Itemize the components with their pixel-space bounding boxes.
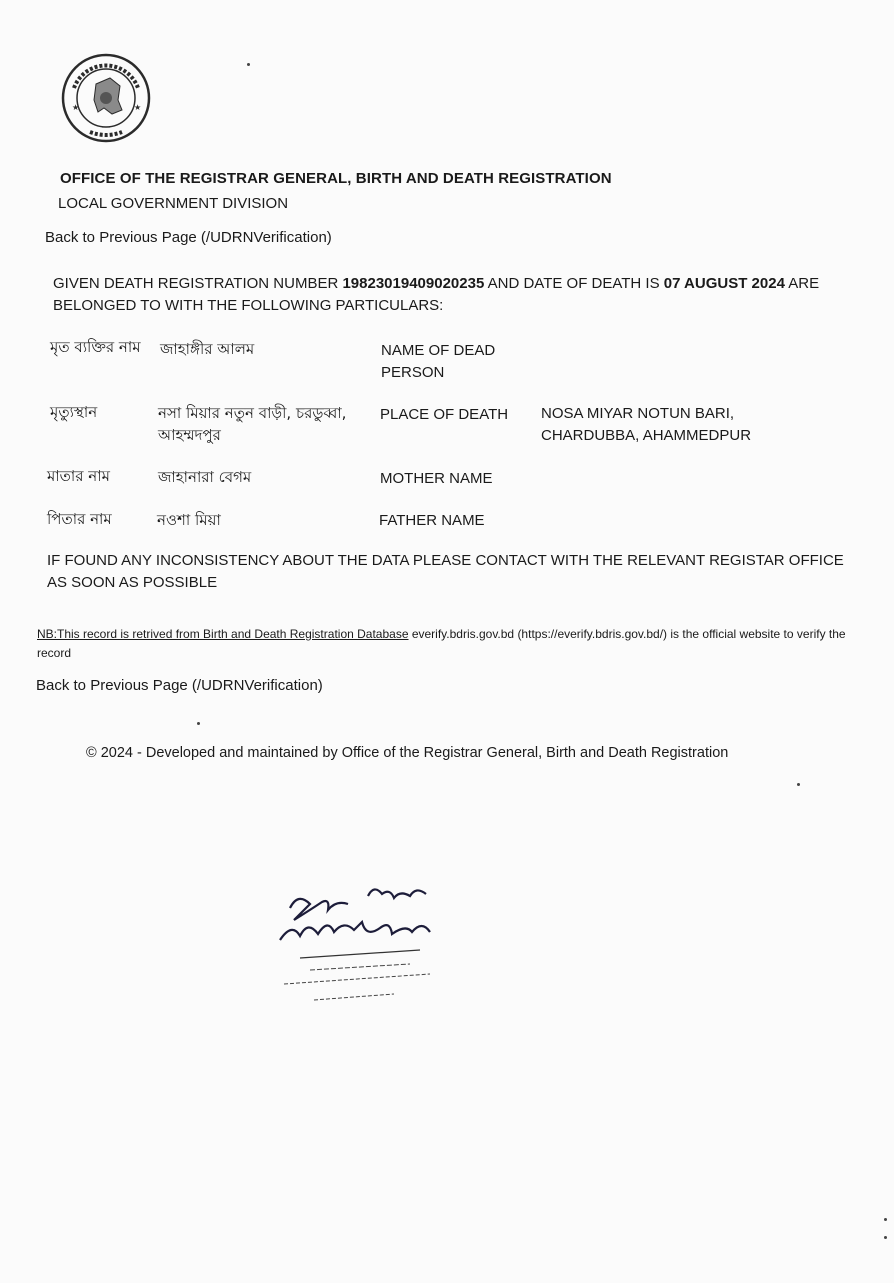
value-bn-mother-name: জাহানারা বেগম bbox=[158, 468, 252, 486]
government-seal-icon bbox=[60, 52, 152, 144]
svg-text:★: ★ bbox=[134, 103, 142, 112]
nb-underlined: NB:This record is retrived from Birth and Death Registration Database bbox=[37, 627, 409, 641]
footer-copyright: © 2024 - Developed and maintained by Office of the Registrar General, Birth and Death Registration bbox=[86, 745, 729, 761]
inconsistency-warning: IF FOUND ANY INCONSISTENCY ABOUT THE DATA PLEASE CONTACT WITH THE RELEVANT REGISTAR OFFICE AS SOON AS POSSIBLE bbox=[47, 552, 844, 591]
signature-stamp bbox=[270, 880, 450, 1020]
label-en-place-of-death: PLACE OF DEATH bbox=[380, 406, 509, 423]
value-en-place-of-death: NOSA MIYAR NOTUN BARI, CHARDUBBA, AHAMMEDPUR bbox=[541, 405, 752, 444]
label-bn-dead-person: মৃত ব্যক্তির নাম bbox=[50, 338, 141, 356]
intro-text-1: GIVEN DEATH REGISTRATION NUMBER bbox=[53, 275, 343, 292]
label-en-dead-person: NAME OF DEAD PERSON bbox=[381, 342, 496, 381]
label-bn-mother-name: মাতার নাম bbox=[47, 467, 110, 485]
value-bn-father-name: নওশা মিয়া bbox=[157, 511, 221, 529]
intro-text-3: ARE BELONGED TO WITH THE FOLLOWING PARTICULARS: bbox=[53, 275, 820, 314]
scan-speck bbox=[797, 783, 800, 786]
label-en-mother-name: MOTHER NAME bbox=[380, 470, 493, 487]
registration-number: 19823019409020235 bbox=[342, 275, 485, 292]
scan-speck bbox=[884, 1218, 887, 1221]
label-bn-place-of-death: মৃত্যুস্থান bbox=[50, 403, 98, 421]
nb-note bbox=[37, 625, 847, 663]
nb-rest: everify.bdris.gov.bd (https://everify.bdris.gov.bd/) is the official website to verify the record bbox=[37, 627, 846, 660]
value-bn-dead-person: জাহাঙ্গীর আলম bbox=[160, 340, 255, 358]
intro-text-2: AND DATE OF DEATH IS bbox=[484, 275, 664, 292]
value-bn-place-of-death: নসা মিয়ার নতুন বাড়ী, চরডুব্বা, আহম্মদপুর bbox=[158, 404, 347, 444]
label-bn-father-name: পিতার নাম bbox=[47, 510, 112, 528]
scan-speck bbox=[247, 63, 250, 66]
back-to-previous-link-bottom[interactable]: Back to Previous Page (/UDRNVerification) bbox=[36, 677, 323, 694]
back-to-previous-link[interactable]: Back to Previous Page (/UDRNVerification) bbox=[45, 229, 332, 246]
scan-speck bbox=[884, 1236, 887, 1239]
division-title: LOCAL GOVERNMENT DIVISION bbox=[58, 195, 289, 212]
registration-intro bbox=[53, 273, 853, 317]
date-of-death: 07 AUGUST 2024 bbox=[663, 275, 785, 292]
svg-text:★: ★ bbox=[72, 103, 80, 112]
office-title: OFFICE OF THE REGISTRAR GENERAL, BIRTH AND DEATH REGISTRATION bbox=[60, 170, 612, 187]
scan-speck bbox=[197, 722, 200, 725]
label-en-father-name: FATHER NAME bbox=[379, 512, 485, 529]
